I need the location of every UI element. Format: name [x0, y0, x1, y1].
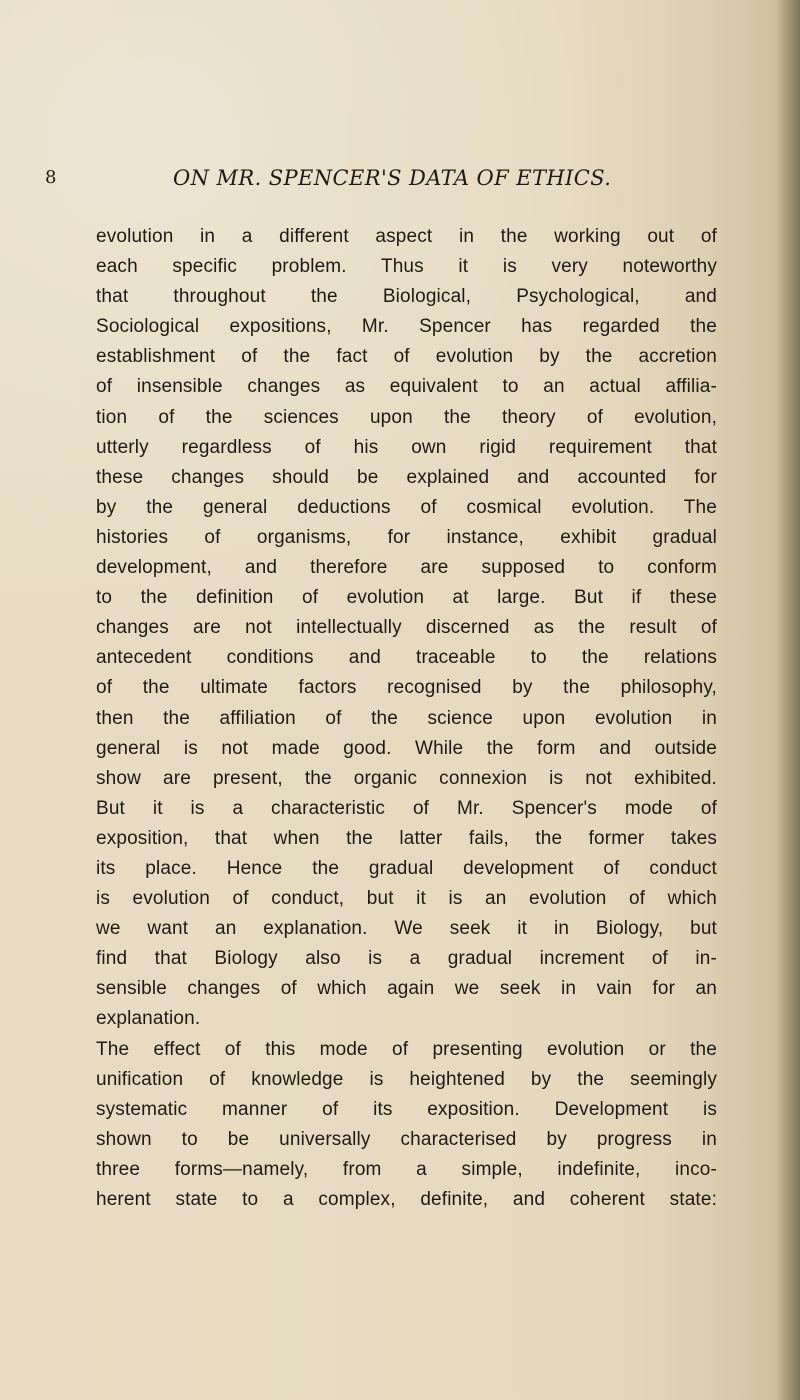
page-edge-shadow — [776, 0, 800, 1400]
text-line: these changes should be explained and accounted for — [96, 466, 717, 488]
text-line: of insensible changes as equivalent to an actual affilia- — [96, 376, 717, 398]
text-line: establishment of the fact of evolution by the accretion — [96, 346, 717, 368]
text-line: find that Biology also is a gradual increment of in- — [96, 948, 717, 970]
body-text — [96, 222, 717, 1215]
text-line: then the affiliation of the science upon evolution in — [96, 707, 717, 729]
text-line: its place. Hence the gradual development of conduct — [96, 857, 717, 879]
text-line: utterly regardless of his own rigid requirement that — [96, 436, 717, 458]
text-line: shown to be universally characterised by progress in — [96, 1128, 717, 1150]
text-line: histories of organisms, for instance, exhibit gradual — [96, 526, 717, 548]
text-line: tion of the sciences upon the theory of evolution, — [96, 406, 717, 428]
text-line: exposition, that when the latter fails, the former takes — [96, 827, 717, 849]
text-line: antecedent conditions and traceable to the relations — [96, 647, 717, 669]
text-line: herent state to a complex, definite, and coherent state: — [96, 1189, 717, 1210]
text-line: sensible changes of which again we seek in vain for an — [96, 978, 717, 1000]
text-line: evolution in a different aspect in the working out of — [96, 226, 717, 247]
text-line: that throughout the Biological, Psychological, and — [96, 286, 717, 308]
text-line: explanation. — [96, 1008, 201, 1030]
page-number: 8 — [45, 167, 57, 188]
text-line: is evolution of conduct, but it is an evolution of which — [96, 888, 717, 910]
text-line: to the definition of evolution at large. But if these — [96, 587, 717, 609]
text-line: The effect of this mode of presenting evolution or the — [96, 1038, 717, 1060]
text-line: systematic manner of its exposition. Development is — [96, 1098, 717, 1120]
text-line: each specific problem. Thus it is very noteworthy — [96, 256, 717, 278]
text-line: we want an explanation. We seek it in Biology, but — [96, 918, 717, 940]
text-line: general is not made good. While the form and outside — [96, 737, 717, 759]
text-line: But it is a characteristic of Mr. Spencer's mode of — [96, 797, 717, 819]
text-line: of the ultimate factors recognised by the philosophy, — [96, 677, 717, 699]
text-line: Sociological expositions, Mr. Spencer has regarded the — [96, 316, 717, 338]
text-line: show are present, the organic connexion is not exhibited. — [96, 767, 717, 789]
page-header — [45, 160, 715, 196]
text-line: development, and therefore are supposed to conform — [96, 557, 717, 579]
text-line: by the general deductions of cosmical evolution. The — [96, 496, 717, 518]
text-line: changes are not intellectually discerned as the result of — [96, 617, 717, 639]
text-line: three forms—namely, from a simple, indefinite, inco- — [96, 1158, 717, 1180]
running-head: ON MR. SPENCER'S DATA OF ETHICS. — [173, 166, 612, 190]
text-line: unification of knowledge is heightened by the seemingly — [96, 1068, 717, 1090]
